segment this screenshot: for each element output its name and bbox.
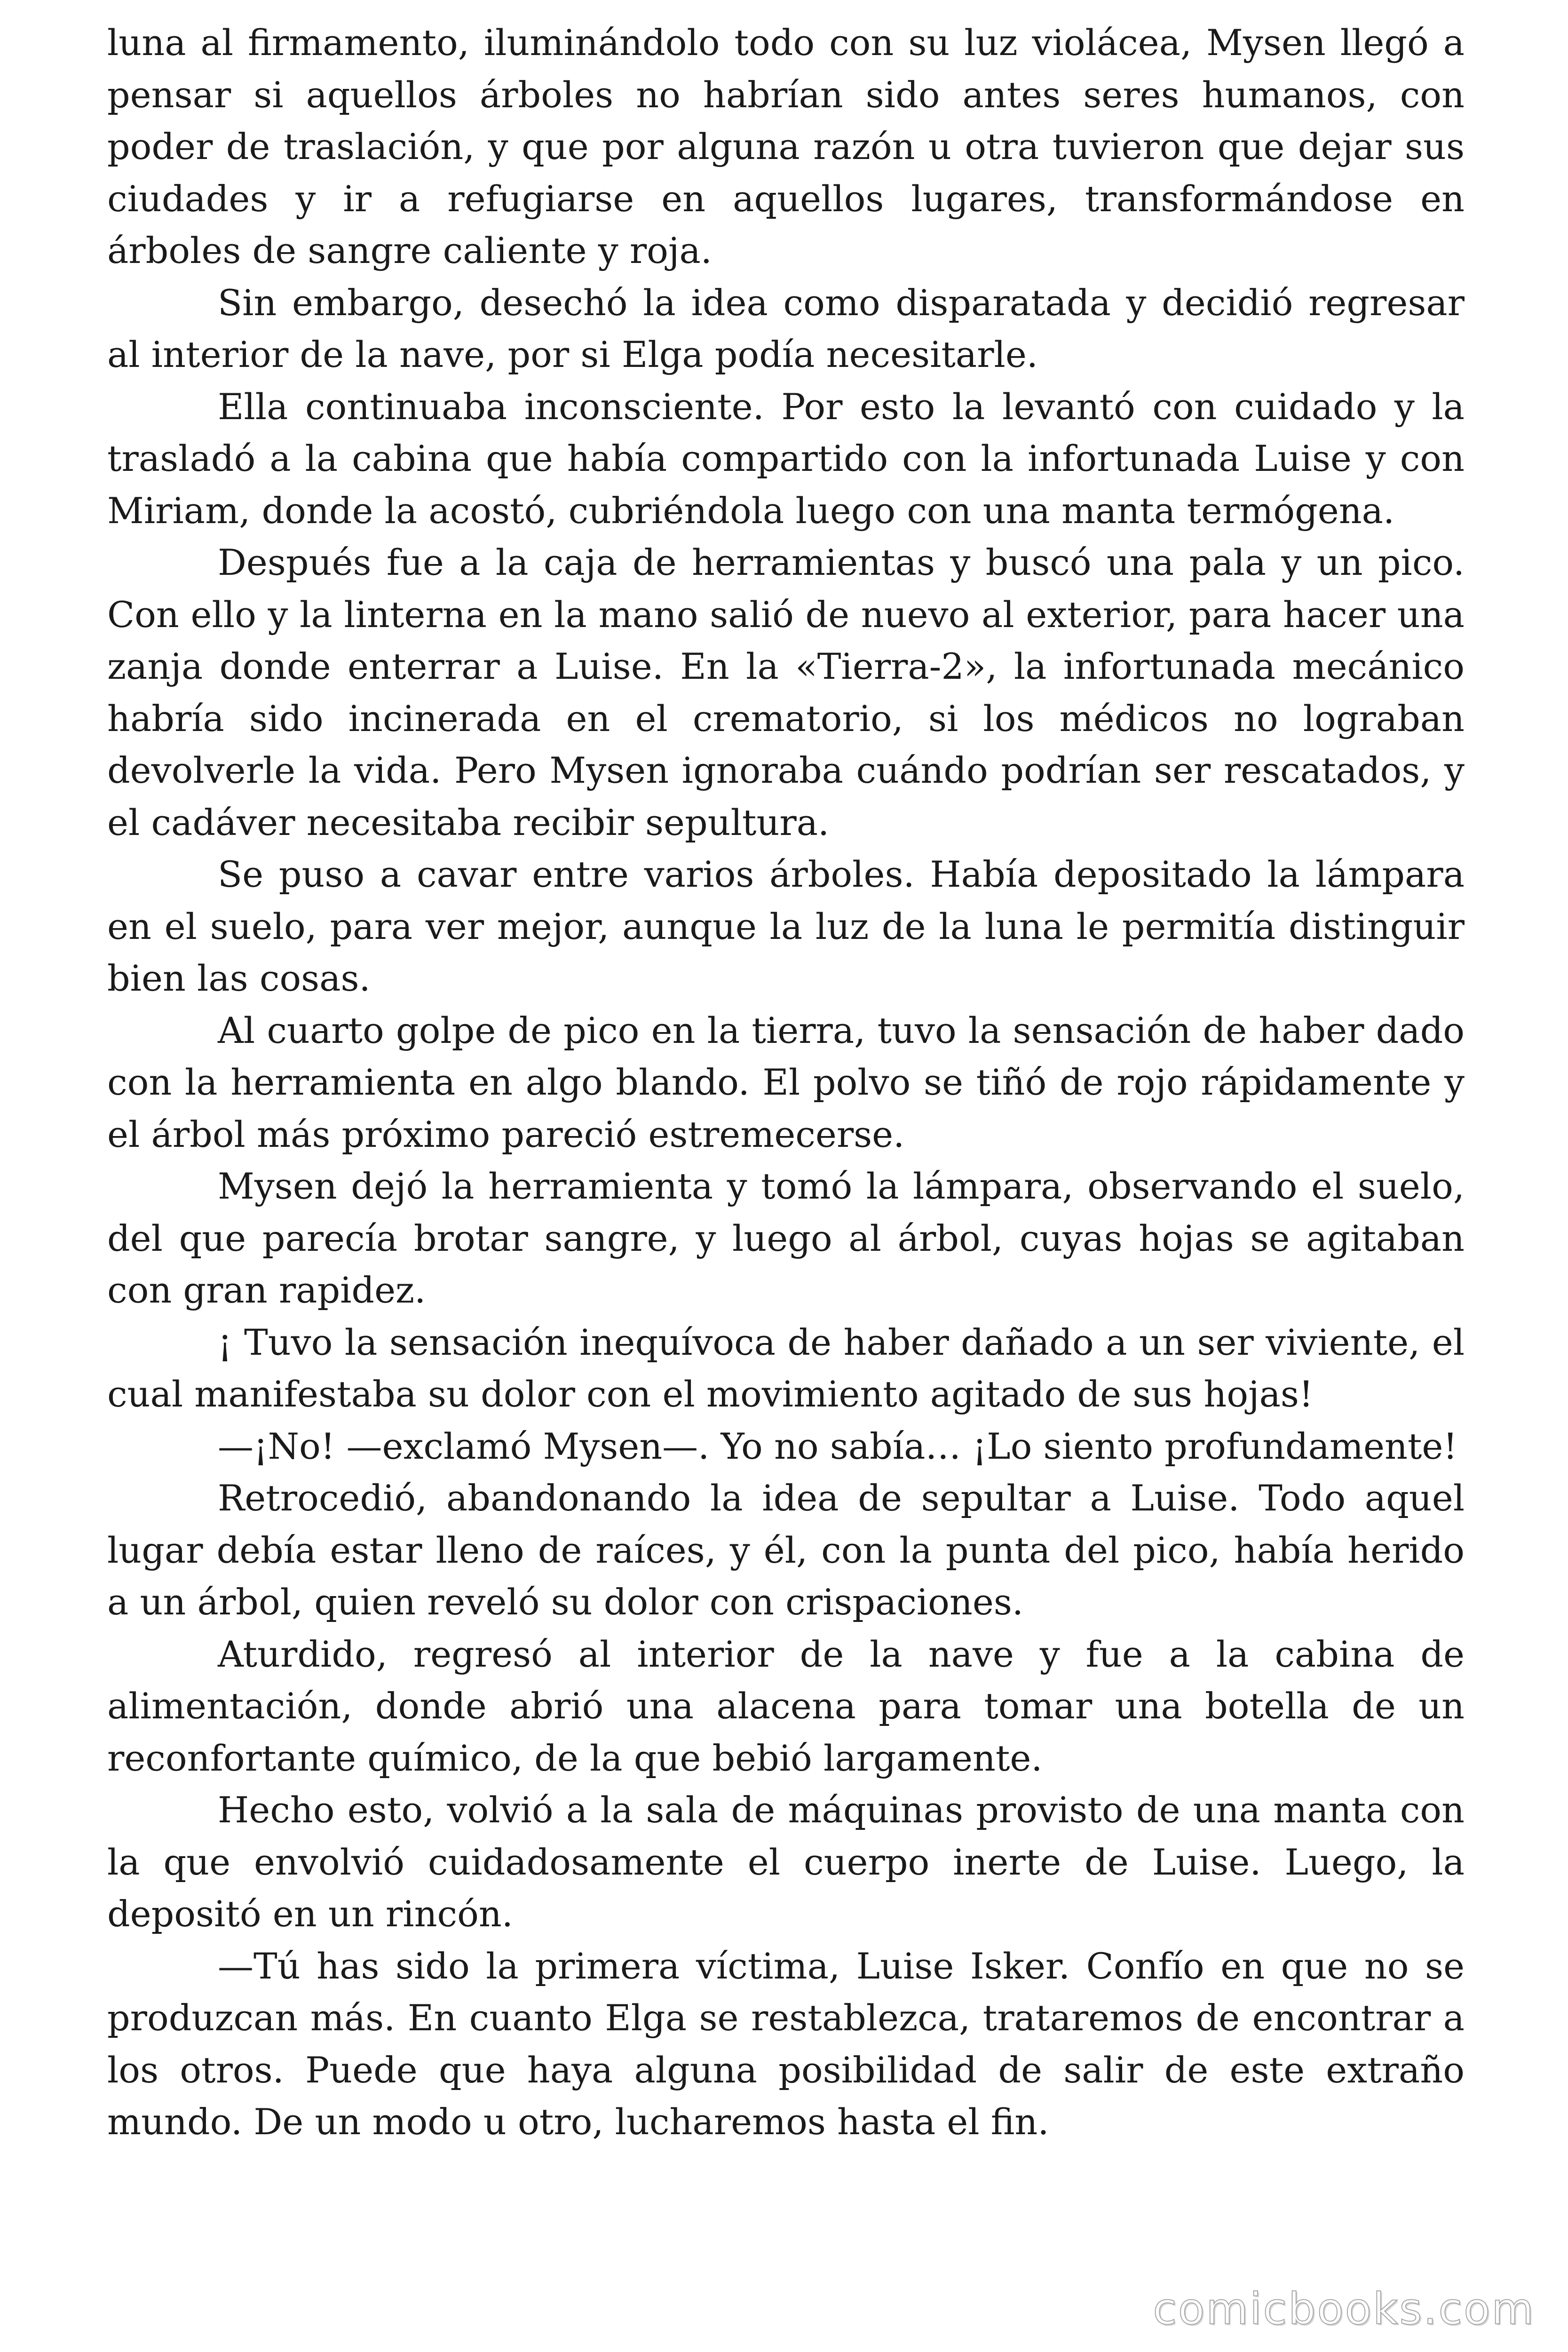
paragraph-8: ¡ Tuvo la sensación inequívoca de haber dañado a un ser viviente, el cual manifestaba su dolor con el movimiento agitado de sus hojas! [107,1321,1465,1415]
paragraph-9: —¡No! —exclamó Mysen—. Yo no sabía… ¡Lo siento profundamente! [218,1425,1457,1467]
paragraph-6: Al cuarto golpe de pico en la tierra, tuvo la sensación de haber dado con la herramienta en algo blando. El polvo se tiñó de rojo rápidamente y el árbol más próximo pareció estremecerse. [107,1009,1465,1155]
paragraph-10: Retrocedió, abandonando la idea de sepultar a Luise. Todo aquel lugar debía estar lleno de raíces, y él, con la punta del pico, había herido a un árbol, quien reveló su dolor con crispaciones. [107,1477,1465,1623]
paragraph-5: Se puso a cavar entre varios árboles. Había depositado la lámpara en el suelo, para ver mejor, aunque la luz de la luna le permitía distinguir bien las cosas. [107,853,1465,999]
paragraph-1: luna al firmamento, iluminándolo todo con su luz violácea, Mysen llegó a pensar si aquellos árboles no habrían sido antes seres humanos, con poder de traslación, y que por alguna razón u otra tuvieron que dejar sus ciudades y ir a refugiarse en aquellos lugares, transformándose en árboles de sangre caliente y roja. [107,22,1465,271]
paragraph-11: Aturdido, regresó al interior de la nave y fue a la cabina de alimentación, donde abrió una alacena para tomar una botella de un reconfortante químico, de la que bebió largamente. [107,1633,1465,1779]
book-page-text [107,17,1465,2148]
watermark: comicbooks.com [1153,2284,1535,2334]
paragraph-12: Hecho esto, volvió a la sala de máquinas provisto de una manta con la que envolvió cuidadosamente el cuerpo inerte de Luise. Luego, la depositó en un rincón. [107,1789,1465,1935]
paragraph-3: Ella continuaba inconsciente. Por esto la levantó con cuidado y la trasladó a la cabina que había compartido con la infortunada Luise y con Miriam, donde la acostó, cubriéndola luego con una manta termógena. [107,385,1465,532]
paragraph-7: Mysen dejó la herramienta y tomó la lámpara, observando el suelo, del que parecía brotar sangre, y luego al árbol, cuyas hojas se agitaban con gran rapidez. [107,1165,1465,1311]
paragraph-4: Después fue a la caja de herramientas y buscó una pala y un pico. Con ello y la linterna en la mano salió de nuevo al exterior, para hacer una zanja donde enterrar a Luise. En la «Tierra-2», la infortunada mecánico habría sido incinerada en el crematorio, si los médicos no lograban devolverle la vida. Pero Mysen ignoraba cuándo podrían ser rescatados, y el cadáver necesitaba recibir sepultura. [107,541,1465,843]
paragraph-2: Sin embargo, desechó la idea como disparatada y decidió regresar al interior de la nave, por si Elga podía necesitarle. [107,281,1465,375]
paragraph-13: —Tú has sido la primera víctima, Luise Isker. Confío en que no se produzcan más. En cuanto Elga se restablezca, trataremos de encontrar a los otros. Puede que haya alguna posibilidad de salir de este extraño mundo. De un modo u otro, lucharemos hasta el fin. [107,1945,1465,2143]
